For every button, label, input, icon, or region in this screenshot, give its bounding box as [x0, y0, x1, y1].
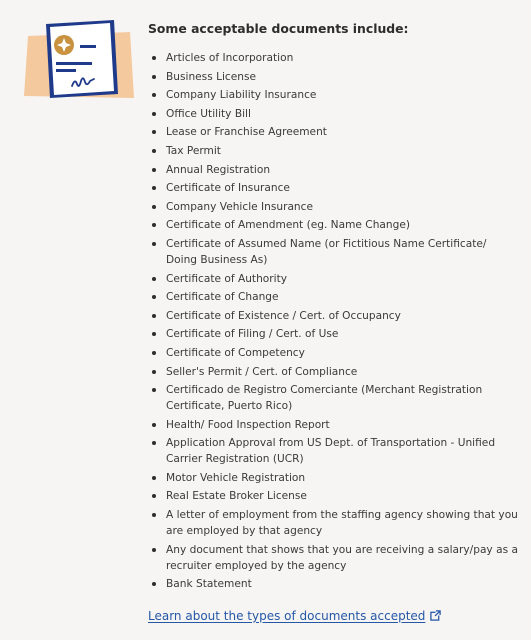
documents-list	[148, 50, 518, 592]
list-item: Motor Vehicle Registration	[148, 470, 518, 486]
section-heading: Some acceptable documents include:	[148, 21, 409, 36]
acceptable-documents-section	[148, 21, 518, 624]
list-item: Bank Statement	[148, 576, 518, 592]
learn-document-types-link[interactable]	[148, 609, 441, 623]
list-item: A letter of employment from the staffing agency showing that you are employed by that agency	[148, 507, 518, 539]
list-item: Certificate of Insurance	[148, 180, 518, 196]
list-item: Company Vehicle Insurance	[148, 199, 518, 215]
external-link-icon	[430, 610, 441, 621]
list-item: Lease or Franchise Agreement	[148, 124, 518, 140]
list-item: Tax Permit	[148, 143, 518, 159]
list-item: Certificado de Registro Comerciante (Merchant Registration Certificate, Puerto Rico)	[148, 382, 518, 414]
list-item: Certificate of Filing / Cert. of Use	[148, 326, 518, 342]
list-item: Certificate of Existence / Cert. of Occupancy	[148, 308, 518, 324]
list-item: Seller's Permit / Cert. of Compliance	[148, 364, 518, 380]
list-item: Certificate of Amendment (eg. Name Change)	[148, 217, 518, 233]
list-item: Business License	[148, 69, 518, 85]
list-item: Articles of Incorporation	[148, 50, 518, 66]
list-item: Annual Registration	[148, 162, 518, 178]
list-item: Application Approval from US Dept. of Transportation - Unified Carrier Registration (UCR)	[148, 435, 518, 467]
document-certificate-icon	[22, 18, 136, 100]
list-item: Any document that shows that you are receiving a salary/pay as a recruiter employed by the agency	[148, 542, 518, 574]
list-item: Office Utility Bill	[148, 106, 518, 122]
list-item: Company Liability Insurance	[148, 87, 518, 103]
list-item: Certificate of Competency	[148, 345, 518, 361]
learn-link-label: Learn about the types of documents accepted	[148, 608, 426, 623]
list-item: Health/ Food Inspection Report	[148, 417, 518, 433]
list-item: Real Estate Broker License	[148, 488, 518, 504]
list-item: Certificate of Authority	[148, 271, 518, 287]
list-item: Certificate of Assumed Name (or Fictitious Name Certificate/ Doing Business As)	[148, 236, 518, 268]
list-item: Certificate of Change	[148, 289, 518, 305]
